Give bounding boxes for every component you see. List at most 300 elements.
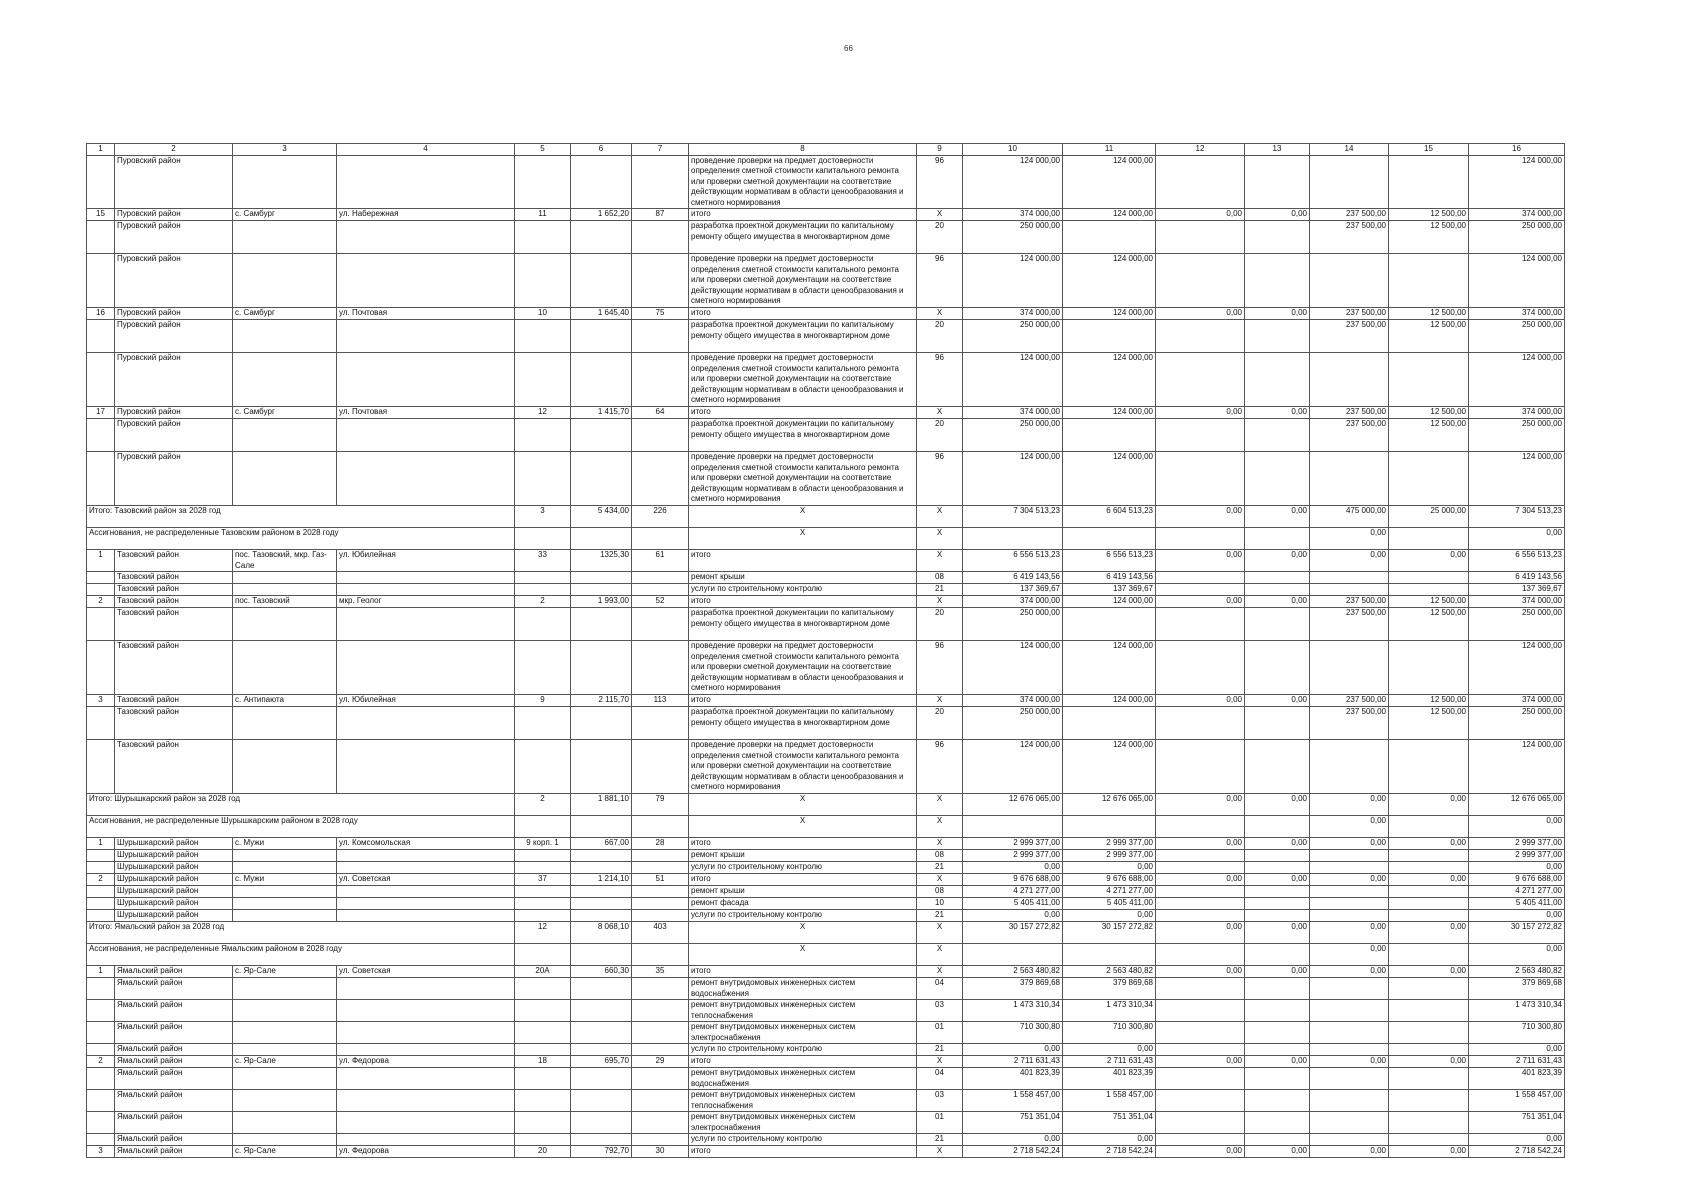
col-col13: 0,00 <box>1245 1056 1310 1068</box>
col-residents <box>632 419 689 452</box>
col-residents <box>632 221 689 254</box>
col-street <box>337 608 515 641</box>
col-col13 <box>1245 320 1310 353</box>
col-work-type: проведение проверки на предмет достоверности определения сметной стоимости капитального ремонта или проверки сметной документации на соответствие действующим нормативам в области ценообразования и сметного нормирования <box>689 254 917 308</box>
col-district: Шурышкарский район <box>115 874 233 886</box>
col-code: 01 <box>917 1022 963 1044</box>
col-area: 660,30 <box>571 966 632 978</box>
col-district: Ямальский район <box>115 1022 233 1044</box>
col-owners <box>1389 572 1469 584</box>
col-no <box>87 850 115 862</box>
col-owners <box>1389 1134 1469 1146</box>
col-code: Х <box>917 874 963 886</box>
col-col13: 0,00 <box>1245 794 1310 816</box>
table-row <box>87 886 1565 898</box>
col-no: 15 <box>87 209 115 221</box>
col-total: 374 000,00 <box>963 407 1063 419</box>
col-no <box>87 155 115 209</box>
col-budget: 6 556 513,23 <box>1063 550 1156 572</box>
col-work-type: услуги по строительному контролю <box>689 584 917 596</box>
col-col12: 0,00 <box>1156 794 1245 816</box>
col-code: Х <box>917 407 963 419</box>
col-owners <box>1389 1090 1469 1112</box>
col-residents <box>632 910 689 922</box>
col-area <box>571 862 632 874</box>
col-col13 <box>1245 1000 1310 1022</box>
col-work-type: ремонт крыши <box>689 572 917 584</box>
col-col12 <box>1156 862 1245 874</box>
page-number: 66 <box>844 44 853 53</box>
col-street: ул. Советская <box>337 966 515 978</box>
col-col13 <box>1245 452 1310 506</box>
col-budget: 124 000,00 <box>1063 155 1156 209</box>
col-work-type: итого <box>689 209 917 221</box>
col-col13 <box>1245 572 1310 584</box>
col-work-type: итого <box>689 308 917 320</box>
col-no <box>87 1134 115 1146</box>
col-total: 374 000,00 <box>963 209 1063 221</box>
col-owners <box>1389 850 1469 862</box>
col-work-type: Х <box>689 944 917 966</box>
col-code: Х <box>917 528 963 550</box>
col-no <box>87 584 115 596</box>
col-owners <box>1389 1000 1469 1022</box>
col-settlement <box>233 910 337 922</box>
col-street <box>337 898 515 910</box>
col-total: 1 473 310,34 <box>963 1000 1063 1022</box>
col-settlement <box>233 452 337 506</box>
col-house: 3 <box>515 506 571 528</box>
col-residents: 28 <box>632 838 689 850</box>
col-residents: 226 <box>632 506 689 528</box>
col-residents <box>632 572 689 584</box>
col-district: Тазовский район <box>115 596 233 608</box>
col-code: 20 <box>917 707 963 740</box>
table-row <box>87 407 1565 419</box>
col-street: мкр. Геолог <box>337 596 515 608</box>
col-area <box>571 1134 632 1146</box>
col-street: ул. Федорова <box>337 1056 515 1068</box>
col-street <box>337 1112 515 1134</box>
col-total: 4 271 277,00 <box>963 886 1063 898</box>
col-residents <box>632 978 689 1000</box>
table-row <box>87 874 1565 886</box>
col-owners <box>1389 1044 1469 1056</box>
col-owners <box>1389 528 1469 550</box>
col-fund <box>1310 1112 1389 1134</box>
col-code: Х <box>917 550 963 572</box>
col-total: 0,00 <box>963 862 1063 874</box>
col-settlement: с. Антипаюта <box>233 695 337 707</box>
col-house <box>515 584 571 596</box>
col-budget: 0,00 <box>1063 862 1156 874</box>
table-row <box>87 254 1565 308</box>
col-sum: 6 556 513,23 <box>1469 550 1565 572</box>
col-work-type: проведение проверки на предмет достоверности определения сметной стоимости капитального ремонта или проверки сметной документации на соответствие действующим нормативам в области ценообразования и сметного нормирования <box>689 155 917 209</box>
col-no <box>87 886 115 898</box>
col-total: 374 000,00 <box>963 695 1063 707</box>
col-fund <box>1310 978 1389 1000</box>
col-fund: 237 500,00 <box>1310 419 1389 452</box>
col-col12 <box>1156 707 1245 740</box>
col-house: 12 <box>515 922 571 944</box>
col-fund: 0,00 <box>1310 944 1389 966</box>
col-residents: 35 <box>632 966 689 978</box>
col-code: 01 <box>917 1112 963 1134</box>
col-sum: 0,00 <box>1469 1044 1565 1056</box>
col-owners <box>1389 910 1469 922</box>
col-code: Х <box>917 816 963 838</box>
header-cell: 13 <box>1245 144 1310 156</box>
col-code: 03 <box>917 1090 963 1112</box>
col-house <box>515 221 571 254</box>
col-work-type: разработка проектной документации по капитальному ремонту общего имущества в многоквартирном доме <box>689 608 917 641</box>
col-district: Шурышкарский район <box>115 898 233 910</box>
col-fund: 237 500,00 <box>1310 695 1389 707</box>
col-sum: 374 000,00 <box>1469 308 1565 320</box>
col-area: 1 652,20 <box>571 209 632 221</box>
summary-label: Итого: Тазовский район за 2028 год <box>87 506 515 528</box>
header-cell: 14 <box>1310 144 1389 156</box>
col-street <box>337 155 515 209</box>
col-work-type: итого <box>689 966 917 978</box>
col-budget: 30 157 272,82 <box>1063 922 1156 944</box>
table-row <box>87 353 1565 407</box>
table-row <box>87 1068 1565 1090</box>
header-cell: 15 <box>1389 144 1469 156</box>
col-fund: 237 500,00 <box>1310 596 1389 608</box>
col-street <box>337 221 515 254</box>
col-sum: 250 000,00 <box>1469 221 1565 254</box>
col-budget <box>1063 707 1156 740</box>
col-code: 21 <box>917 1044 963 1056</box>
col-total: 2 711 631,43 <box>963 1056 1063 1068</box>
col-house: 18 <box>515 1056 571 1068</box>
col-owners: 12 500,00 <box>1389 320 1469 353</box>
col-code: 21 <box>917 584 963 596</box>
col-budget: 710 300,80 <box>1063 1022 1156 1044</box>
col-street <box>337 886 515 898</box>
col-residents <box>632 320 689 353</box>
col-house <box>515 850 571 862</box>
col-budget: 2 718 542,24 <box>1063 1146 1156 1158</box>
table-row <box>87 608 1565 641</box>
col-residents <box>632 1000 689 1022</box>
col-residents: 30 <box>632 1146 689 1158</box>
col-total: 374 000,00 <box>963 596 1063 608</box>
col-residents <box>632 1044 689 1056</box>
col-house: 12 <box>515 407 571 419</box>
col-total: 710 300,80 <box>963 1022 1063 1044</box>
col-col12: 0,00 <box>1156 922 1245 944</box>
col-budget: 0,00 <box>1063 1134 1156 1146</box>
col-residents <box>632 1068 689 1090</box>
col-col13: 0,00 <box>1245 695 1310 707</box>
col-area: 1325,30 <box>571 550 632 572</box>
col-budget: 124 000,00 <box>1063 596 1156 608</box>
header-cell: 12 <box>1156 144 1245 156</box>
col-sum: 401 823,39 <box>1469 1068 1565 1090</box>
col-area: 1 214,10 <box>571 874 632 886</box>
col-col12 <box>1156 254 1245 308</box>
col-col12: 0,00 <box>1156 596 1245 608</box>
col-total: 250 000,00 <box>963 221 1063 254</box>
col-code: 96 <box>917 353 963 407</box>
col-street <box>337 1044 515 1056</box>
col-total: 250 000,00 <box>963 707 1063 740</box>
col-col13 <box>1245 155 1310 209</box>
col-col12 <box>1156 1090 1245 1112</box>
col-owners <box>1389 1068 1469 1090</box>
col-no <box>87 452 115 506</box>
col-col12: 0,00 <box>1156 407 1245 419</box>
col-house: 37 <box>515 874 571 886</box>
col-budget: 137 369,67 <box>1063 584 1156 596</box>
col-settlement: с. Яр-Сале <box>233 1056 337 1068</box>
col-col12 <box>1156 452 1245 506</box>
table-row <box>87 584 1565 596</box>
col-sum: 30 157 272,82 <box>1469 922 1565 944</box>
col-area: 8 068,10 <box>571 922 632 944</box>
col-work-type: проведение проверки на предмет достоверности определения сметной стоимости капитального ремонта или проверки сметной документации на соответствие действующим нормативам в области ценообразования и сметного нормирования <box>689 353 917 407</box>
col-residents <box>632 1090 689 1112</box>
col-settlement <box>233 320 337 353</box>
col-budget: 124 000,00 <box>1063 254 1156 308</box>
col-house <box>515 608 571 641</box>
col-settlement <box>233 740 337 794</box>
col-fund: 237 500,00 <box>1310 209 1389 221</box>
col-area: 1 415,70 <box>571 407 632 419</box>
col-settlement <box>233 221 337 254</box>
col-sum: 751 351,04 <box>1469 1112 1565 1134</box>
col-district: Ямальский район <box>115 1090 233 1112</box>
col-budget: 124 000,00 <box>1063 641 1156 695</box>
col-code: 21 <box>917 862 963 874</box>
col-sum: 124 000,00 <box>1469 353 1565 407</box>
col-sum: 250 000,00 <box>1469 608 1565 641</box>
col-street <box>337 1022 515 1044</box>
col-area <box>571 740 632 794</box>
col-col13 <box>1245 816 1310 838</box>
col-col13 <box>1245 419 1310 452</box>
col-residents: 29 <box>632 1056 689 1068</box>
col-street <box>337 419 515 452</box>
col-fund: 0,00 <box>1310 816 1389 838</box>
col-fund <box>1310 886 1389 898</box>
header-cell: 7 <box>632 144 689 156</box>
col-total <box>963 944 1063 966</box>
col-house <box>515 944 571 966</box>
col-code: 04 <box>917 978 963 1000</box>
col-no <box>87 910 115 922</box>
col-street: ул. Почтовая <box>337 407 515 419</box>
col-code: 20 <box>917 608 963 641</box>
col-code: 08 <box>917 850 963 862</box>
col-area <box>571 641 632 695</box>
table-row <box>87 695 1565 707</box>
col-work-type: проведение проверки на предмет достоверности определения сметной стоимости капитального ремонта или проверки сметной документации на соответствие действующим нормативам в области ценообразования и сметного нормирования <box>689 740 917 794</box>
col-settlement: с. Мужи <box>233 838 337 850</box>
col-code: Х <box>917 308 963 320</box>
summary-row <box>87 528 1565 550</box>
col-work-type: ремонт внутридомовых инженерных систем водоснабжения <box>689 978 917 1000</box>
col-street <box>337 320 515 353</box>
header-cell: 4 <box>337 144 515 156</box>
table-row <box>87 966 1565 978</box>
col-settlement <box>233 155 337 209</box>
col-street <box>337 910 515 922</box>
col-sum: 0,00 <box>1469 910 1565 922</box>
col-fund: 237 500,00 <box>1310 608 1389 641</box>
col-col12 <box>1156 1044 1245 1056</box>
col-street <box>337 452 515 506</box>
col-street: ул. Советская <box>337 874 515 886</box>
col-fund: 0,00 <box>1310 794 1389 816</box>
col-budget <box>1063 528 1156 550</box>
col-area <box>571 254 632 308</box>
col-no <box>87 862 115 874</box>
col-district: Тазовский район <box>115 695 233 707</box>
table-row <box>87 862 1565 874</box>
col-work-type: итого <box>689 1146 917 1158</box>
header-cell: 5 <box>515 144 571 156</box>
col-house <box>515 254 571 308</box>
col-residents <box>632 1112 689 1134</box>
col-street: ул. Почтовая <box>337 308 515 320</box>
col-fund: 0,00 <box>1310 528 1389 550</box>
col-work-type: Х <box>689 506 917 528</box>
col-budget: 1 558 457,00 <box>1063 1090 1156 1112</box>
col-total: 2 718 542,24 <box>963 1146 1063 1158</box>
header-cell: 3 <box>233 144 337 156</box>
col-col12 <box>1156 850 1245 862</box>
col-sum: 5 405 411,00 <box>1469 898 1565 910</box>
col-no: 1 <box>87 838 115 850</box>
col-sum: 9 676 688,00 <box>1469 874 1565 886</box>
col-owners: 12 500,00 <box>1389 596 1469 608</box>
col-owners: 0,00 <box>1389 1056 1469 1068</box>
col-col13 <box>1245 1090 1310 1112</box>
col-area <box>571 221 632 254</box>
col-fund: 475 000,00 <box>1310 506 1389 528</box>
col-col13 <box>1245 1112 1310 1134</box>
col-area: 695,70 <box>571 1056 632 1068</box>
summary-label: Итого: Шурышкарский район за 2028 год <box>87 794 515 816</box>
col-settlement <box>233 608 337 641</box>
col-total: 124 000,00 <box>963 353 1063 407</box>
col-work-type: ремонт фасада <box>689 898 917 910</box>
col-area <box>571 419 632 452</box>
col-total: 250 000,00 <box>963 419 1063 452</box>
col-owners: 12 500,00 <box>1389 221 1469 254</box>
col-no: 1 <box>87 966 115 978</box>
col-sum: 0,00 <box>1469 944 1565 966</box>
col-budget: 124 000,00 <box>1063 407 1156 419</box>
col-work-type: ремонт крыши <box>689 886 917 898</box>
col-work-type: разработка проектной документации по капитальному ремонту общего имущества в многоквартирном доме <box>689 707 917 740</box>
table-row <box>87 572 1565 584</box>
col-work-type: ремонт внутридомовых инженерных систем электроснабжения <box>689 1022 917 1044</box>
col-district: Ямальский район <box>115 966 233 978</box>
col-house <box>515 1112 571 1134</box>
col-no <box>87 572 115 584</box>
col-owners: 12 500,00 <box>1389 407 1469 419</box>
col-sum: 2 711 631,43 <box>1469 1056 1565 1068</box>
col-col12: 0,00 <box>1156 550 1245 572</box>
col-col12 <box>1156 572 1245 584</box>
col-code: Х <box>917 1146 963 1158</box>
header-cell: 11 <box>1063 144 1156 156</box>
col-col13 <box>1245 221 1310 254</box>
col-residents: 403 <box>632 922 689 944</box>
col-col12: 0,00 <box>1156 695 1245 707</box>
col-house <box>515 740 571 794</box>
col-sum: 250 000,00 <box>1469 419 1565 452</box>
col-owners <box>1389 862 1469 874</box>
col-owners: 0,00 <box>1389 794 1469 816</box>
col-owners <box>1389 816 1469 838</box>
col-sum: 2 999 377,00 <box>1469 850 1565 862</box>
col-no: 2 <box>87 874 115 886</box>
col-area <box>571 320 632 353</box>
col-district: Ямальский район <box>115 1068 233 1090</box>
col-street: ул. Федорова <box>337 1146 515 1158</box>
col-code: Х <box>917 695 963 707</box>
col-budget <box>1063 816 1156 838</box>
summary-row <box>87 922 1565 944</box>
col-col13 <box>1245 850 1310 862</box>
col-fund: 237 500,00 <box>1310 407 1389 419</box>
col-sum: 374 000,00 <box>1469 407 1565 419</box>
col-house <box>515 886 571 898</box>
col-budget: 124 000,00 <box>1063 308 1156 320</box>
col-house: 2 <box>515 596 571 608</box>
col-residents <box>632 641 689 695</box>
col-col12: 0,00 <box>1156 874 1245 886</box>
col-fund <box>1310 1068 1389 1090</box>
col-street <box>337 1134 515 1146</box>
col-sum: 2 563 480,82 <box>1469 966 1565 978</box>
col-total: 124 000,00 <box>963 254 1063 308</box>
col-total: 2 563 480,82 <box>963 966 1063 978</box>
col-no <box>87 254 115 308</box>
col-col12 <box>1156 1134 1245 1146</box>
col-house <box>515 528 571 550</box>
col-code: 03 <box>917 1000 963 1022</box>
col-budget <box>1063 320 1156 353</box>
col-budget <box>1063 944 1156 966</box>
col-area <box>571 910 632 922</box>
col-col12 <box>1156 910 1245 922</box>
col-work-type: Х <box>689 922 917 944</box>
col-total: 2 999 377,00 <box>963 838 1063 850</box>
col-street <box>337 641 515 695</box>
col-sum: 0,00 <box>1469 816 1565 838</box>
table-row <box>87 320 1565 353</box>
col-owners <box>1389 353 1469 407</box>
col-house <box>515 910 571 922</box>
col-district: Тазовский район <box>115 550 233 572</box>
col-total: 124 000,00 <box>963 641 1063 695</box>
col-col13: 0,00 <box>1245 308 1310 320</box>
col-col12: 0,00 <box>1156 506 1245 528</box>
col-owners: 0,00 <box>1389 874 1469 886</box>
summary-row <box>87 506 1565 528</box>
col-area <box>571 1000 632 1022</box>
col-district: Пуровский район <box>115 353 233 407</box>
col-sum: 250 000,00 <box>1469 707 1565 740</box>
col-col12 <box>1156 641 1245 695</box>
